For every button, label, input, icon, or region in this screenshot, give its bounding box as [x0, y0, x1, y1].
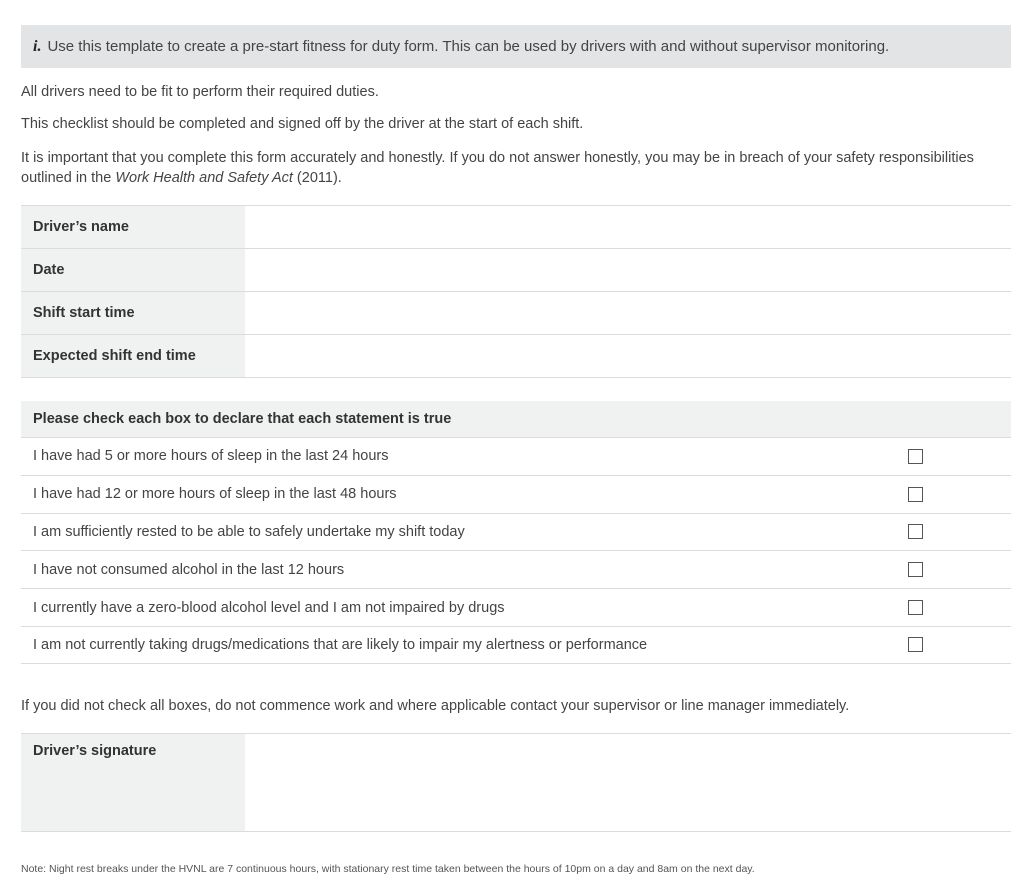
checkbox[interactable]: [908, 524, 923, 539]
shift-start-label: Shift start time: [21, 292, 245, 334]
intro-line-3-end: (2011).: [292, 170, 342, 186]
date-label: Date: [21, 249, 245, 291]
checklist-item-text: I currently have a zero-blood alcohol level and I am not impaired by drugs: [33, 599, 505, 616]
field-row-shift-end: [21, 335, 1011, 378]
driver-name-label: Driver’s name: [21, 206, 245, 248]
field-row-driver-name: [21, 206, 1011, 249]
checklist-item-text: I am sufficiently rested to be able to safely undertake my shift today: [33, 523, 465, 540]
signature-table: [21, 733, 1011, 832]
date-field[interactable]: [245, 249, 1011, 291]
shift-start-field[interactable]: [245, 292, 1011, 334]
declaration-checklist: [21, 401, 1011, 664]
checkbox[interactable]: [908, 600, 923, 615]
intro-line-3: [21, 148, 1011, 188]
checklist-item: [21, 475, 1011, 513]
warning-text: If you did not check all boxes, do not commence work and where applicable contact your supervisor or line manager immediately.: [21, 698, 850, 714]
checklist-header: Please check each box to declare that each statement is true: [21, 401, 1011, 437]
shift-end-label: Expected shift end time: [21, 335, 245, 377]
checklist-item-text: I have not consumed alcohol in the last 12 hours: [33, 561, 345, 578]
checkbox[interactable]: [908, 449, 923, 464]
signature-field[interactable]: [245, 734, 1011, 831]
intro-line-2: This checklist should be completed and signed off by the driver at the start of each shift.: [21, 116, 584, 132]
info-icon: i.: [33, 37, 42, 55]
field-row-date: [21, 249, 1011, 292]
checklist-item: [21, 437, 1011, 475]
driver-details-table: [21, 205, 1011, 378]
field-row-shift-start: [21, 292, 1011, 335]
shift-end-field[interactable]: [245, 335, 1011, 377]
info-banner-text: Use this template to create a pre-start fitness for duty form. This can be used by drivers with and without supervisor monitoring.: [47, 38, 890, 55]
checklist-item: [21, 513, 1011, 551]
checkbox[interactable]: [908, 637, 923, 652]
checkbox[interactable]: [908, 562, 923, 577]
checklist-item: [21, 588, 1011, 626]
driver-name-field[interactable]: [245, 206, 1011, 248]
checkbox[interactable]: [908, 487, 923, 502]
footnote: Note: Night rest breaks under the HVNL are 7 continuous hours, with stationary rest time taken between the hours of 10pm on a day and 8am on the next day.: [21, 863, 755, 875]
checklist-item-text: I have had 5 or more hours of sleep in the last 24 hours: [33, 448, 389, 465]
info-banner: [21, 25, 1011, 68]
checklist-item: [21, 550, 1011, 588]
signature-label: Driver’s signature: [21, 734, 245, 831]
checklist-item-text: I have had 12 or more hours of sleep in the last 48 hours: [33, 486, 397, 503]
act-name: Work Health and Safety Act: [115, 170, 293, 186]
checklist-item-text: I am not currently taking drugs/medications that are likely to impair my alertness or performance: [33, 636, 648, 653]
intro-line-3-start: It is important that you complete this form accurately and honestly. If you do not answer honestly, you may be in breach of your safety responsibilities outlined in the: [21, 150, 974, 186]
checklist-item: [21, 626, 1011, 664]
intro-line-1: All drivers need to be fit to perform their required duties.: [21, 84, 379, 100]
